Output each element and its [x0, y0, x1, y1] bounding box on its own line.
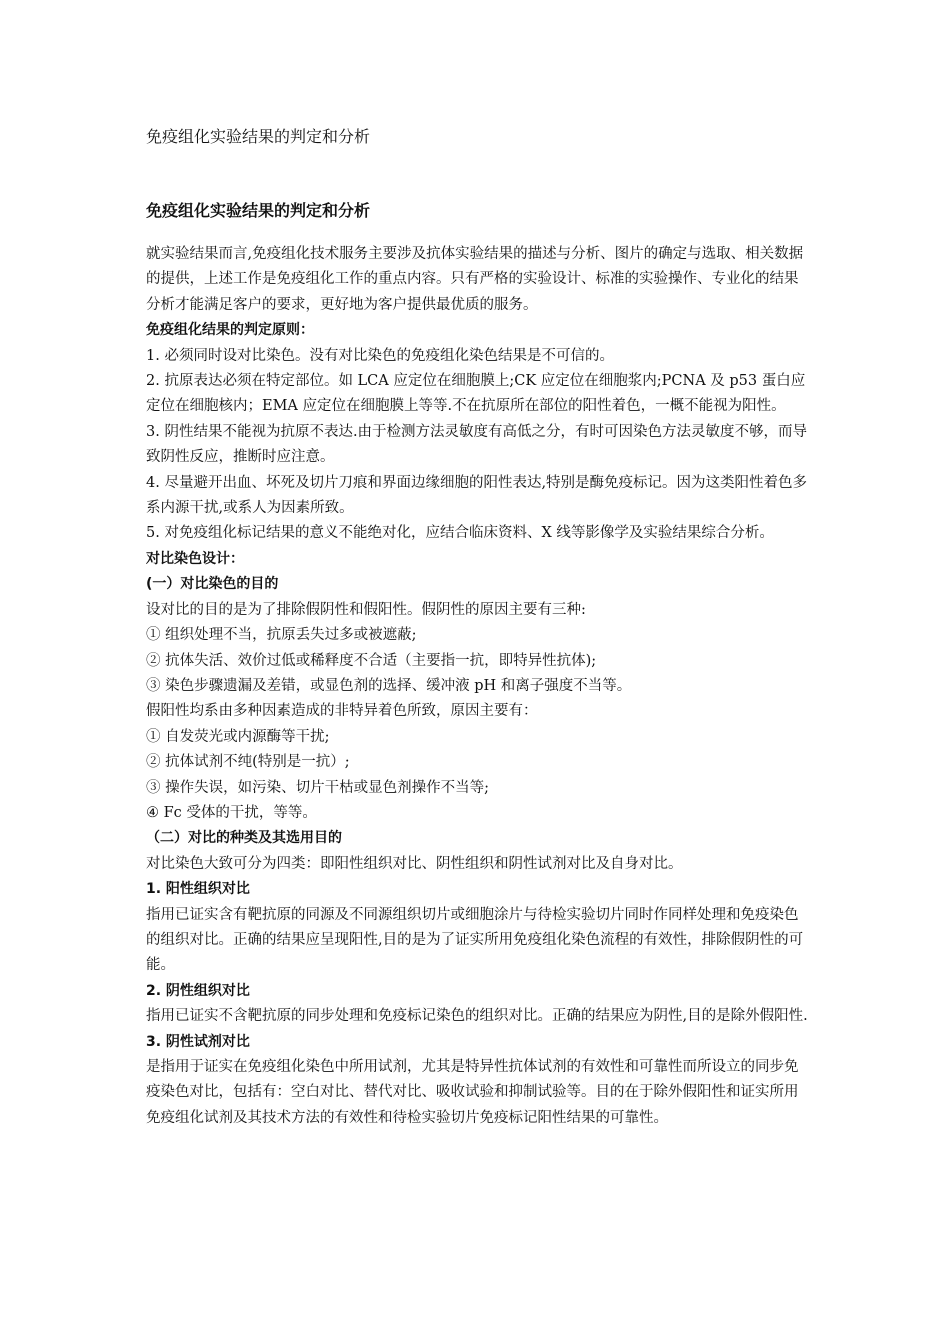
false-positive-4: ④ Fc 受体的干扰，等等。: [146, 804, 317, 821]
principle-1: 1. 必须同时设对比染色。没有对比染色的免疫组化染色结果是不可信的。: [146, 347, 614, 364]
principles-heading: 免疫组化结果的判定原则：: [146, 322, 314, 339]
section-heading-negative-reagent: 3. 阴性试剂对比: [146, 1033, 250, 1050]
section-text-positive-tissue: 指用已证实含有靶抗原的同源及不同源组织切片或细胞涂片与待检实验切片同时作同样处理和免疫染色的组织对比。正确的结果应呈现阳性,目的是为了证实所用免疫组化染色流程的有效性，排除假阴性的可能。: [146, 906, 804, 974]
intro-paragraph: 就实验结果而言,免疫组化技术服务主要涉及抗体实验结果的描述与分析、图片的确定与选取、相关数据的提供，上述工作是免疫组化工作的重点内容。只有严格的实验设计、标准的实验操作、专业化的结果分析才能满足客户的要求，更好地为客户提供最优质的服务。: [146, 246, 804, 313]
principle-5: 5. 对免疫组化标记结果的意义不能绝对化，应结合临床资料、X 线等影像学及实验结果综合分析。: [146, 525, 774, 542]
purpose-intro: 设对比的目的是为了排除假阴性和假阳性。假阴性的原因主要有三种:: [146, 601, 586, 618]
section-heading-positive-tissue: 1. 阳性组织对比: [146, 881, 250, 898]
false-negative-3: ③ 染色步骤遗漏及差错，或显色剂的选择、缓冲液 pH 和离子强度不当等。: [146, 677, 632, 694]
purpose-heading: (一）对比染色的目的: [146, 576, 279, 593]
types-heading: （二）对比的种类及其选用目的: [146, 830, 342, 847]
section-text-negative-tissue: 指用已证实不含靶抗原的同步处理和免疫标记染色的组织对比。正确的结果应为阴性,目的是除外假阳性.: [146, 1008, 808, 1025]
false-negative-2: ② 抗体失活、效价过低或稀释度不合适（主要指一抗，即特异性抗体);: [146, 652, 597, 669]
false-positive-2: ② 抗体试剂不纯(特别是一抗）;: [146, 754, 350, 771]
document-body: [146, 242, 808, 1131]
false-positive-intro: 假阳性均系由多种因素造成的非特异着色所致，原因主要有：: [146, 703, 538, 720]
section-heading-negative-tissue: 2. 阴性组织对比: [146, 982, 250, 999]
section-text-negative-reagent: 是指用于证实在免疫组化染色中所用试剂，尤其是特异性抗体试剂的有效性和可靠性而所设立的同步免疫染色对比，包括有：空白对比、替代对比、吸收试验和抑制试验等。目的在于除外假阳性和证实所用免疫组化试剂及其技术方法的有效性和待检实验切片免疫标记阳性结果的可靠性。: [146, 1059, 799, 1126]
document-title: 免疫组化实验结果的判定和分析: [146, 127, 371, 146]
document-heading: 免疫组化实验结果的判定和分析: [146, 201, 371, 220]
false-positive-1: ① 自发荧光或内源酶等干扰;: [146, 728, 330, 745]
false-negative-1: ① 组织处理不当，抗原丢失过多或被遮蔽;: [146, 627, 417, 644]
false-positive-3: ③ 操作失误，如污染、切片干枯或显色剂操作不当等;: [146, 779, 489, 796]
principle-3: 3. 阴性结果不能视为抗原不表达.由于检测方法灵敏度有高低之分，有时可因染色方法灵敏度不够，而导致阴性反应，推断时应注意。: [146, 423, 808, 466]
principle-2: 2. 抗原表达必须在特定部位。如 LCA 应定位在细胞膜上;CK 应定位在细胞浆内;PCNA 及 p53 蛋白应定位在细胞核内；EMA 应定位在细胞膜上等等.不在抗原所在部位的阳性着色，一概不能视为阳性。: [146, 373, 806, 415]
principle-4: 4. 尽量避开出血、坏死及切片刀痕和界面边缘细胞的阳性表达,特别是酶免疫标记。因为这类阳性着色多系内源干扰,或系人为因素所致。: [146, 474, 808, 517]
types-intro: 对比染色大致可分为四类：即阳性组织对比、阴性组织和阴性试剂对比及自身对比。: [146, 855, 683, 872]
control-heading: 对比染色设计：: [146, 550, 244, 567]
